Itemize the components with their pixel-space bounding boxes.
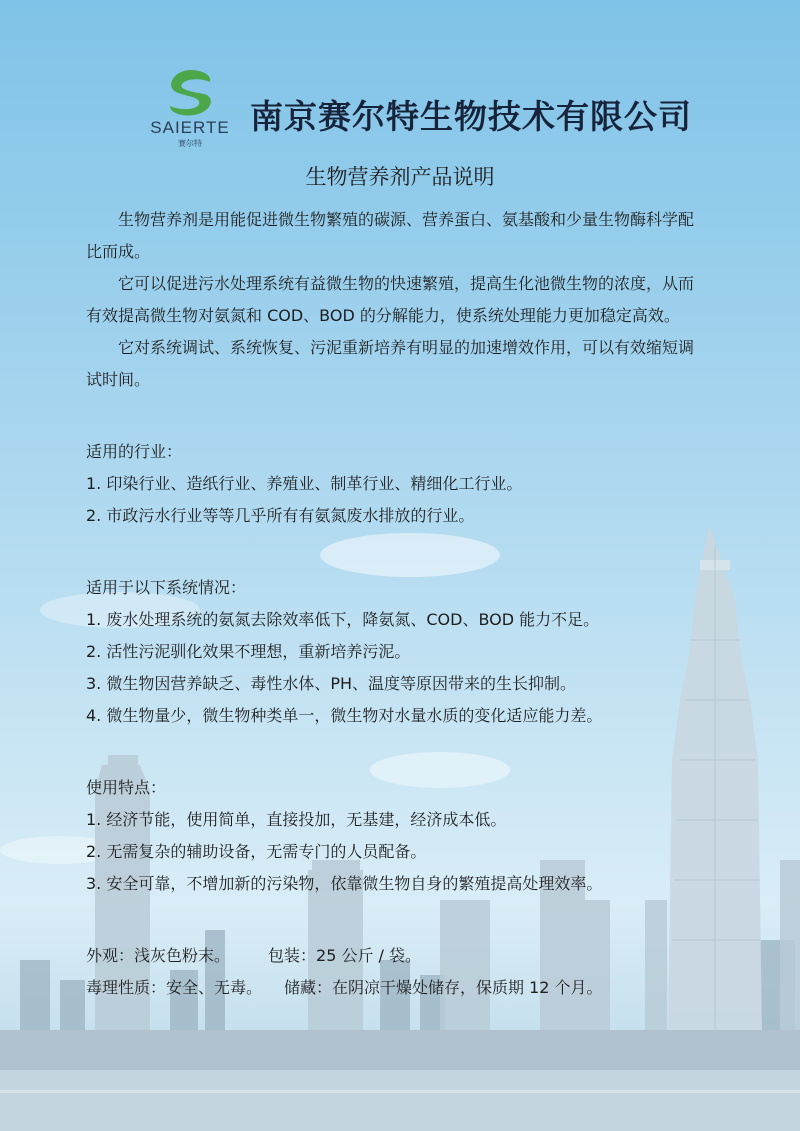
feature-item: 1. 经济节能，使用简单，直接投加，无基建，经济成本低。: [86, 810, 507, 829]
features-heading: 使用特点：: [86, 778, 167, 797]
features-section: [86, 772, 706, 900]
industries-heading: 适用的行业：: [86, 442, 183, 461]
logo-chinese-text: 赛尔特: [178, 139, 202, 148]
condition-item: 1. 废水处理系统的氨氮去除效率低下，降氨氮、COD、BOD 能力不足。: [86, 610, 600, 629]
appearance-text: 外观：浅灰色粉末。: [86, 946, 231, 965]
condition-item: 3. 微生物因营养缺乏、毒性水体、PH、温度等原因带来的生长抑制。: [86, 674, 577, 693]
intro-paragraph-2: 它可以促进污水处理系统有益微生物的快速繁殖，提高生化池微生物的浓度，从而有效提高微生物对氨氮和 COD、BOD 的分解能力，使系统处理能力更加稳定高效。: [86, 274, 695, 325]
intro-paragraph-1: 生物营养剂是用能促进微生物繁殖的碳源、营养蛋白、氨基酸和少量生物酶科学配比而成。: [86, 210, 695, 261]
intro-paragraph-3: 它对系统调试、系统恢复、污泥重新培养有明显的加速增效作用，可以有效缩短调试时间。: [86, 338, 695, 389]
s-leaf-logo-icon: [164, 68, 216, 118]
feature-item: 3. 安全可靠，不增加新的污染物，依靠微生物自身的繁殖提高处理效率。: [86, 874, 603, 893]
header: [140, 66, 780, 154]
industry-item: 1. 印染行业、造纸行业、养殖业、制革行业、精细化工行业。: [86, 474, 523, 493]
conditions-section: [86, 572, 706, 732]
company-name: 南京赛尔特生物技术有限公司: [250, 97, 692, 136]
storage-text: 储藏：在阴凉干燥处储存，保质期 12 个月。: [284, 978, 603, 997]
specs-section: [86, 940, 706, 1004]
conditions-heading: 适用于以下系统情况：: [86, 578, 247, 597]
condition-item: 2. 活性污泥驯化效果不理想，重新培养污泥。: [86, 642, 411, 661]
industries-section: [86, 436, 706, 532]
specs-row-2: [86, 972, 706, 1004]
company-logo: [140, 66, 240, 154]
document-title: 生物营养剂产品说明: [305, 165, 495, 189]
industry-item: 2. 市政污水行业等等几乎所有有氨氮废水排放的行业。: [86, 506, 475, 525]
feature-item: 2. 无需复杂的辅助设备，无需专门的人员配备。: [86, 842, 427, 861]
logo-english-text: SAIERTE: [150, 118, 230, 137]
specs-row-1: [86, 940, 706, 972]
condition-item: 4. 微生物量少，微生物种类单一，微生物对水量水质的变化适应能力差。: [86, 706, 603, 725]
packaging-text: 包装：25 公斤 / 袋。: [268, 946, 422, 965]
content-body: [86, 204, 706, 1004]
toxicity-text: 毒理性质：安全、无毒。: [86, 978, 263, 997]
